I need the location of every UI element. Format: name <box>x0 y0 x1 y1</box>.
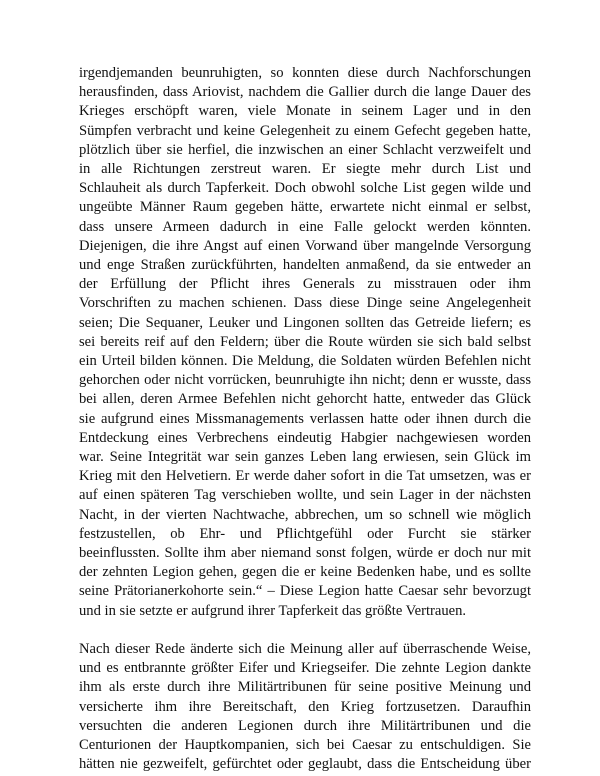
text-line: dass unsere Armeen dadurch in eine Falle gelockt werden könnten. <box>79 218 531 235</box>
text-line: ihm als erste durch ihre Militärtribunen für seine positive Meinung und <box>79 679 531 696</box>
text-line: ein Urteil bilden können. Die Meldung, die Soldaten würden Befehlen nicht <box>79 353 531 370</box>
text-line: versuchten die anderen Legionen durch ihre Militärtribunen und die <box>79 717 531 734</box>
document-page <box>79 64 531 774</box>
text-line: Entdeckung eines Verbrechens eindeutig Habgier nachgewiesen worden <box>79 429 531 446</box>
text-line: Schlauheit als durch Tapferkeit. Doch obwohl solche List gegen wilde und <box>79 180 531 197</box>
text-line: war. Seine Integrität war sein ganzes Leben lang erwiesen, sein Glück im <box>79 449 531 466</box>
text-line: Nacht, in der vierten Nachtwache, abbrechen, um so schnell wie möglich <box>79 506 531 523</box>
text-line: seine Prätorianerkohorte sein.“ – Diese Legion hatte Caesar sehr bevorzugt <box>79 583 531 600</box>
paragraph-1 <box>79 64 531 621</box>
text-line: Nach dieser Rede änderte sich die Meinung aller auf überraschende Weise, <box>79 640 531 657</box>
text-line: der Erfüllung der Pflicht ihres Generals zu misstrauen oder ihm <box>79 276 531 293</box>
text-line: gehorchen oder nicht vorrücken, beunruhigte ihn nicht; denn er wusste, dass <box>79 372 531 389</box>
text-line: hätten nie gezweifelt, gefürchtet oder geglaubt, dass die Entscheidung über <box>79 756 531 773</box>
text-line: seien; Die Sequaner, Leuker und Lingonen sollten das Getreide liefern; es <box>79 314 531 331</box>
text-line: festzustellen, ob Ehr- und Pflichtgefühl oder Furcht sie stärker <box>79 525 531 542</box>
text-line: versicherte ihm ihre Bereitschaft, den Krieg fortzusetzen. Daraufhin <box>79 698 531 715</box>
text-line: und es entbrannte größter Eifer und Kriegseifer. Die zehnte Legion dankte <box>79 660 531 677</box>
text-line: Diejenigen, die ihre Angst auf einen Vorwand über mangelnde Versorgung <box>79 237 531 254</box>
text-line: irgendjemanden beunruhigten, so konnten diese durch Nachforschungen <box>79 65 531 81</box>
text-line: der zehnten Legion gehen, gegen die er keine Bedenken habe, und es sollte <box>79 564 531 581</box>
text-line: bei allen, deren Armee Befehlen nicht gehorcht hatte, entweder das Glück <box>79 391 531 408</box>
paragraph-2 <box>79 640 531 774</box>
text-line: sie aufgrund eines Missmanagements verlassen hatte oder ihnen durch die <box>79 410 531 427</box>
text-line-last: und in sie setzte er aufgrund ihrer Tapferkeit das größte Vertrauen. <box>79 602 467 619</box>
text-line: und enge Straßen zurückführten, handelten anmaßend, da sie entweder an <box>79 257 531 274</box>
text-line: sei bereits reif auf den Feldern; über die Route würden sie sich bald selbst <box>79 333 531 350</box>
text-line: plötzlich über sie herfiel, die inzwischen an einer Schlacht verzweifelt und <box>79 141 531 158</box>
text-line: ungeübte Männer Raum gegeben hätte, erwartete nicht einmal er selbst, <box>79 199 531 216</box>
text-line: in alle Richtungen zerstreut waren. Er siegte mehr durch List und <box>79 161 531 178</box>
text-line: herausfinden, dass Ariovist, nachdem die Gallier durch die lange Dauer des <box>79 84 531 101</box>
text-line: Sümpfen verbracht und keine Gelegenheit zu einem Gefecht gegeben hatte, <box>79 122 531 139</box>
paragraph-spacer <box>79 621 531 640</box>
text-line: Centurionen der Hauptkompanien, sich bei Caesar zu entschuldigen. Sie <box>79 736 531 753</box>
text-line: beeinflussten. Sollte ihm aber niemand sonst folgen, würde er doch nur mit <box>79 545 531 562</box>
text-line: Krieges erschöpft waren, viele Monate in seinem Lager und in den <box>79 103 531 120</box>
text-line: Vorschriften zu machen schienen. Dass diese Dinge seine Angelegenheit <box>79 295 531 312</box>
text-line: Krieg mit den Helvetiern. Er werde daher sofort in die Tat umsetzen, was er <box>79 468 531 485</box>
text-line: auf einen späteren Tag verschieben wollte, und sein Lager in der nächsten <box>79 487 531 504</box>
